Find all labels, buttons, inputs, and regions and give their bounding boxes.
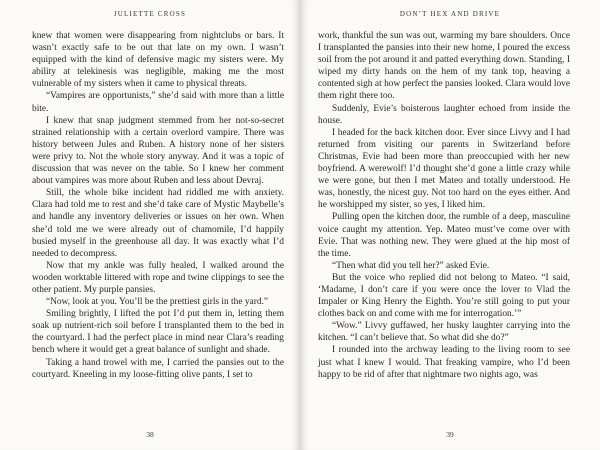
paragraph: I rounded into the archway leading to the living room to see just what I knew I would. That freaking vampire, who I’d been happy to be rid of after that nightmare two nights ago, was (318, 345, 570, 380)
right-page-number: 39 (446, 430, 454, 439)
left-body-text (32, 30, 284, 381)
paragraph: Pulling open the kitchen door, the rumble of a deep, masculine voice caught my attention. Yep. Mateo must’ve come over with Evie. That was nothing new. They were glued at the hip most of the time. (318, 212, 570, 259)
paragraph: knew that women were disappearing from nightclubs or bars. It wasn’t exactly safe to be out that late on my own. I wasn’t equipped with the kind of defensive magic my sisters were. My ability at telekinesis was negligible, making me the most vulnerable of my sisters when it came to physical threats. (32, 31, 284, 90)
paragraph: Now that my ankle was fully healed, I walked around the wooden worktable littered with rope and twine clippings to see the other patient. My purple pansies. (32, 260, 284, 295)
paragraph: “Vampires are opportunists,” she’d said with more than a little bite. (32, 91, 284, 114)
paragraph: I headed for the back kitchen door. Ever since Livvy and I had returned from visiting our parents in Switzerland before Christmas, Evie had been more than preoccupied with her new boyfriend. A werewolf! I’d thought she’d gone a little crazy while we were gone, but then I met Mateo and totally understood. He was, honestly, the nicest guy. Not too hard on the eyes either. And he worshipped my sister, so yes, I liked him. (318, 127, 570, 211)
paragraph: Still, the whole bike incident had riddled me with anxiety. Clara had told me to rest and she’d take care of Mystic Maybelle’s and handle any inventory deliveries or issues on her own. When she’d told me we were already out of chamomile, I’d happily busied myself in the greenhouse all day. It was exactly what I’d needed to decompress. (32, 188, 284, 259)
paragraph: Taking a hand trowel with me, I carried the pansies out to the courtyard. Kneeling in my loose-fitting olive pants, I set to (32, 357, 284, 380)
paragraph: “Now, look at you. You’ll be the prettiest girls in the yard.” (46, 297, 269, 308)
right-page (300, 0, 600, 450)
paragraph: “Then what did you tell her?” asked Evie. (332, 260, 490, 271)
right-body-text (318, 30, 570, 381)
paragraph: But the voice who replied did not belong to Mateo. “I said, ‘Madame, I don’t care if you were once the lover to Vlad the Impaler or King Henry the Eighth. You’re still going to put your clothes back on and come with me for interrogation.’” (318, 272, 570, 320)
paragraph: “Wow.” Livvy guffawed, her husky laughter carrying into the kitchen. “I can’t believe that. So what did she do?” (318, 321, 570, 344)
paragraph: I knew that snap judgment stemmed from her not-so-secret strained relationship with a certain overlord vampire. There was history between Jules and Ruben. A history none of her sisters were privy to. Not the whole story anyway. And it was a topic of discussion that was never on the table. So I knew her comment about vampires was more about Ruben and less about Devraj. (32, 115, 284, 187)
paragraph: work, thankful the sun was out, warming my bare shoulders. Once I transplanted the pansies into their new home, I poured the excess soil from the pot around it and patted everything down. Standing, I wiped my dirty hands on the hem of my tank top, heaving a contented sigh at how perfect the pansies looked. Clara would love them right there too. (318, 31, 570, 102)
paragraph: Suddenly, Evie’s boisterous laughter echoed from inside the house. (318, 103, 570, 126)
right-running-head: DON’T HEX AND DRIVE (399, 10, 501, 18)
left-running-head: JULIETTE CROSS (113, 10, 187, 18)
paragraph: Smiling brightly, I lifted the pot I’d put them in, letting them soak up nutrient-rich soil before I transplanted them to the bed in the courtyard. I had the perfect place in mind near Clara’s reading bench where it would get a great balance of sunlight and shade. (32, 309, 284, 356)
left-page-number: 38 (146, 430, 154, 439)
